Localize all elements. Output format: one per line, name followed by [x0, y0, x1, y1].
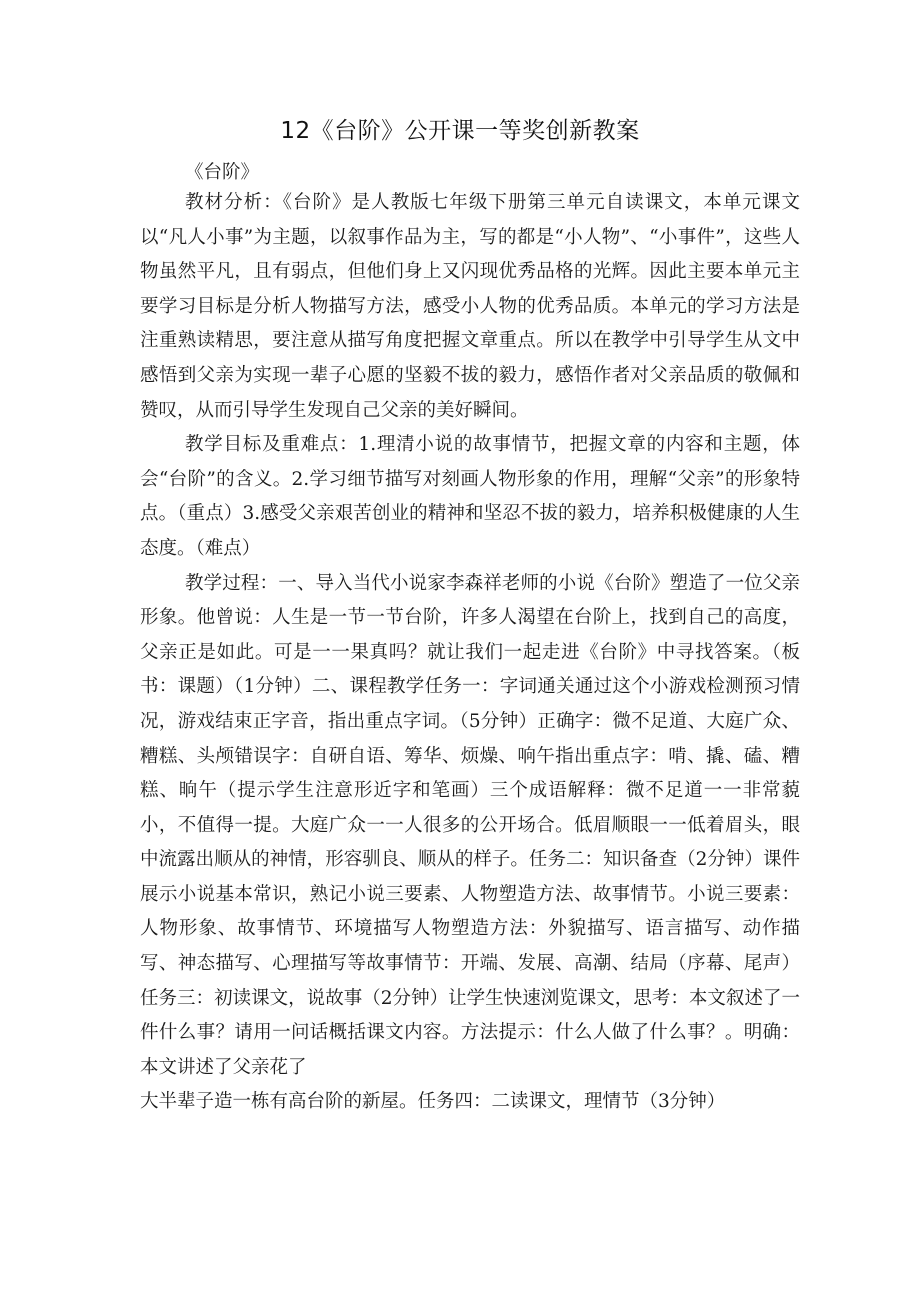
paragraph-textbook-analysis: 教材分析：《台阶》是人教版七年级下册第三单元自读课文，本单元课文以“凡人小事”为主题，以叙事作品为主，写的都是“小人物”、“小事件”，这些人物虽然平凡，且有弱点，但他们身上又闪现优秀品格的光辉。因此主要本单元主要学习目标是分析人物描写方法，感受小人物的优秀品质。本单元的学习方法是注重熟读精思，要注意从描写角度把握文章重点。所以在教学中引导学生从文中感悟到父亲为实现一辈子心愿的坚毅不拔的毅力，感悟作者对父亲品质的敬佩和赞叹，从而引导学生发现自己父亲的美好瞬间。: [140, 192, 800, 421]
document-body: [140, 186, 800, 1120]
paragraph-teaching-process: 教学过程：一、导入当代小说家李森祥老师的小说《台阶》塑造了一位父亲形象。他曾说：人生是一节一节台阶，许多人渴望在台阶上，找到自己的高度，父亲正是如此。可是一一果真吗？就让我们一起走进《台阶》中寻找答案。（板书：课题）（1分钟）二、课程教学任务一：字词通关通过这个小游戏检测预习情况，游戏结束正字音，指出重点字词。（5分钟）正确字：微不足道、大庭广众、糟糕、头颅错误字：自研自语、筹华、烦燥、响午指出重点字：啃、撬、磕、糟糕、晌午（提示学生注意形近字和笔画）三个成语解释：微不足道一一非常藐小，不值得一提。大庭广众一一人很多的公开场合。低眉顺眼一一低着眉头，眼中流露出顺从的神情，形容驯良、顺从的样子。任务二：知识备查（2分钟）课件展示小说基本常识，熟记小说三要素、人物塑造方法、故事情节。小说三要素：人物形象、故事情节、环境描写人物塑造方法：外貌描写、语言描写、动作描写、神态描写、心理描写等故事情节：开端、发展、高潮、结局（序幕、尾声）任务三：初读课文，说故事（2分钟）让学生快速浏览课文，思考：本文叙述了一件什么事？请用一问话概括课文内容。方法提示：什么人做了什么事？。明确：本文讲述了父亲花了: [140, 572, 800, 1078]
paragraph-continuation: 大半辈子造一栋有高台阶的新屋。任务四：二读课文，理情节（3分钟）: [140, 1091, 726, 1113]
paragraph-teaching-objectives: 教学目标及重难点：1.理清小说的故事情节，把握文章的内容和主题，体会“台阶”的含义。2.学习细节描写对刻画人物形象的作用，理解“父亲”的形象特点。（重点）3.感受父亲艰苦创业的精神和坚忍不拔的毅力，培养积极健康的人生态度。（难点）: [140, 434, 800, 559]
document-title: 12《台阶》公开课一等奖创新教案: [280, 118, 640, 144]
document-subtitle: 《台阶》: [185, 162, 260, 183]
